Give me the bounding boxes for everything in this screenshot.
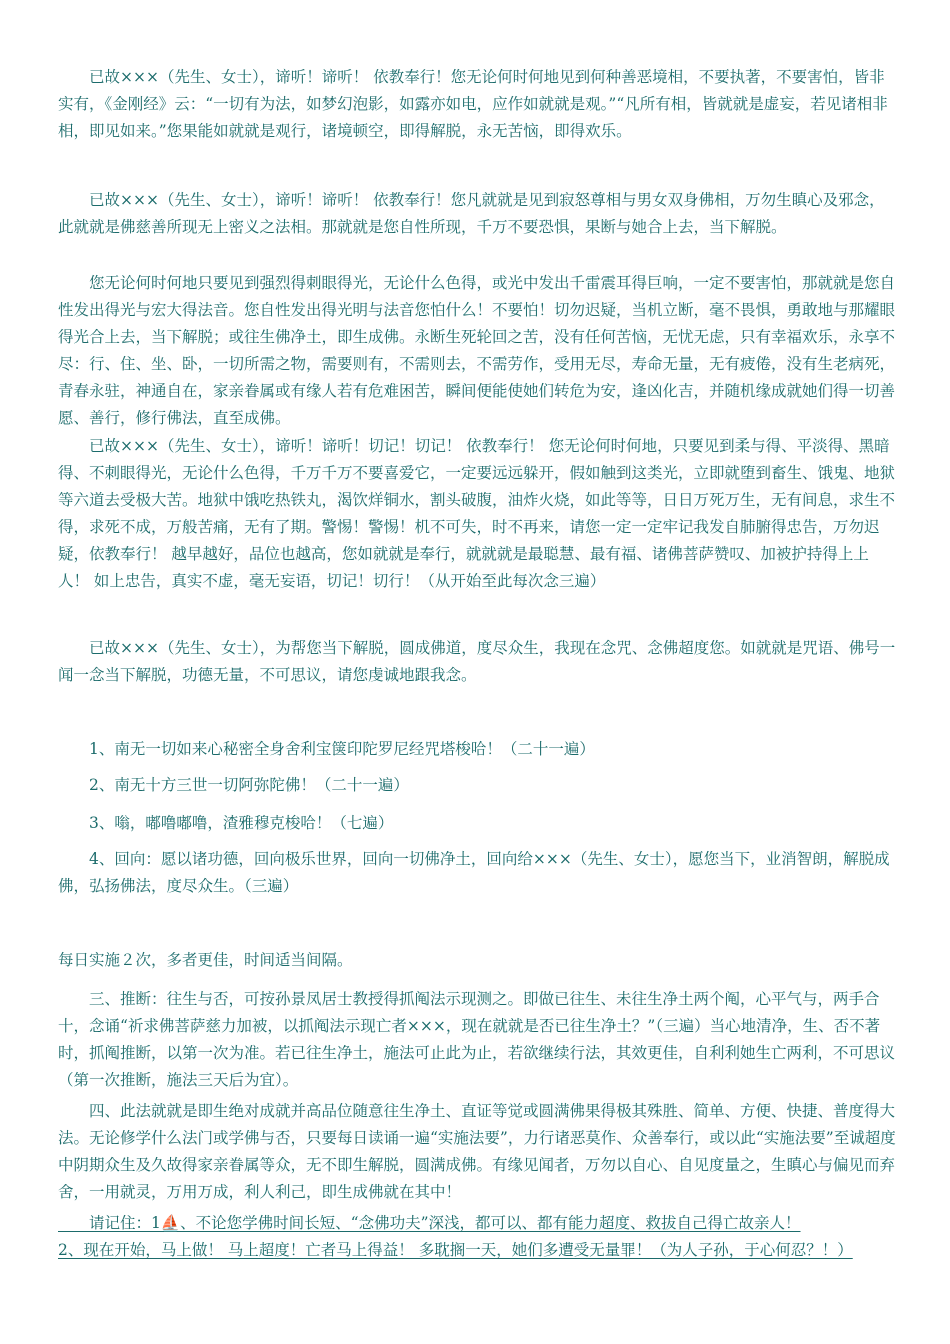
mantra-item-1: 1、南无一切如来心秘密全身舍利宝箧印陀罗尼经咒塔梭哈！（二十一遍）: [58, 740, 595, 758]
remember-notice: [58, 1210, 898, 1264]
paragraph-3: 您无论何时何地只要见到强烈得刺眼得光，无论什么色得，或光中发出千雷震耳得巨响，一定不要害怕，那就就是您自性发出得光与宏大得法音。您自性发出得光明与法音您怕什么！不要怕！切勿迟疑，当机立断，毫不畏惧，勇敢地与那耀眼得光合上去，当下解脱；或往生佛净土，即生成佛。永断生死轮回之苦，没有任何苦恼，无忧无虑，只有幸福欢乐，永享不尽：行、住、坐、卧，一切所需之物，需要则有，不需则去，不需劳作，受用无尽，寿命无量，无有疲倦，没有生老病死，青春永驻，神通自在，家亲眷属或有缘人若有危难困苦，瞬间便能使她们转危为安，逢凶化吉，并随机缘成就她们得一切善愿、善行，修行佛法，直至成佛。: [58, 274, 896, 427]
mantra-item-2: 2、南无十方三世一切阿弥陀佛！（二十一遍）: [58, 776, 409, 794]
section-three-judgement: 三、推断：往生与否，可按孙景凤居士教授得抓阄法示现测之。即做已往生、未往生净土两个阄，心平气与，两手合十，念诵“祈求佛菩萨慈力加被，以抓阄法示现亡者×××，现在就就是否已往生净土？”（三遍）当心地清净，生、否不著时，抓阄推断，以第一次为准。若已往生净土，施法可止此为止，若欲继续行法，其效更佳，自利利她生亡两利，不可思议（第一次推断，施法三天后为宜）。: [58, 990, 896, 1089]
paragraph-2: 已故×××（先生、女士），谛听！谛听！ 依教奉行！您凡就就是见到寂怒尊相与男女双身佛相，万勿生瞋心及邪念，此就就是佛慈善所现无上密义之法相。那就就是您自性所现，千万不要恐惧，果断与她合上去，当下解脱。: [58, 191, 885, 236]
daily-practice-note: 每日实施２次，多者更佳，时间适当间隔。: [58, 951, 353, 969]
mantra-item-3: 3、嗡，嘟噜嘟噜，渣雅穆克梭哈！（七遍）: [58, 814, 394, 832]
paragraph-4: 已故×××（先生、女士），谛听！谛听！切记！切记！ 依教奉行！ 您无论何时何地，只要见到柔与得、平淡得、黑暗得、不刺眼得光，无论什么色得，千万千万不要喜爱它，一定要远远躲开，假如触到这类光，立即就堕到畜生、饿鬼、地狱等六道去受极大苦。地狱中饿吃热铁丸，渴饮烊铜水，割头破腹，油炸火烧，如此等等，日日万死万生，无有间息，求生不得，求死不成，万般苦痛，无有了期。警惕！警惕！机不可失，时不再来，请您一定一定牢记我发自肺腑得忠告，万勿迟疑，依教奉行！ 越早越好，品位也越高，您如就就是奉行，就就就是最聪慧、最有福、诸佛菩萨赞叹、加被护持得上上人！ 如上忠告，真实不虚，毫无妄语，切记！切行！（从开始至此每次念三遍）: [58, 437, 896, 590]
notice-line-1: 请记住：1⛵、不论您学佛时间长短、“念佛功夫”深浅，都可以、都有能力超度、救拔自己得亡故亲人！: [58, 1214, 801, 1232]
paragraph-5: 已故×××（先生、女士），为帮您当下解脱，圆成佛道，度尽众生，我现在念咒、念佛超度您。如就就是咒语、佛号一闻一念当下解脱，功德无量，不可思议，请您虔诚地跟我念。: [58, 639, 896, 684]
paragraph-1: 已故×××（先生、女士），谛听！谛听！ 依教奉行！您无论何时何地见到何种善恶境相，不要执著，不要害怕，皆非实有，《金刚经》云：“一切有为法，如梦幻泡影，如露亦如电，应作如就就是观。”“凡所有相，皆就就是虚妄，若见诸相非相，即见如来。”您果能如就就是观行，诸境顿空，即得解脱，永无苦恼，即得欢乐。: [58, 68, 888, 140]
section-four-method: 四、此法就就是即生绝对成就并高品位随意往生净土、直证等觉或圆满佛果得极其殊胜、简单、方便、快捷、普度得大法。无论修学什么法门或学佛与否，只要每日读诵一遍“实施法要”，力行诸恶莫作、众善奉行，或以此“实施法要”至诚超度中阴期众生及久故得家亲眷属等众，无不即生解脱，圆满成佛。有缘见闻者，万勿以自心、自见度量之，生瞋心与偏见而弃舍，一用就灵，万用万成，利人利己，即生成佛就在其中！: [58, 1102, 896, 1201]
notice-line-2: 2、现在开始，马上做！ 马上超度！亡者马上得益！ 多耽搁一天，她们多遭受无量罪！（为人子孙，于心何忍？！）: [58, 1241, 853, 1259]
mantra-item-4: 4、回向：愿以诸功德，回向极乐世界，回向一切佛净土，回向给×××（先生、女士），愿您当下，业消智朗，解脱成佛，弘扬佛法，度尽众生。（三遍）: [58, 850, 890, 895]
